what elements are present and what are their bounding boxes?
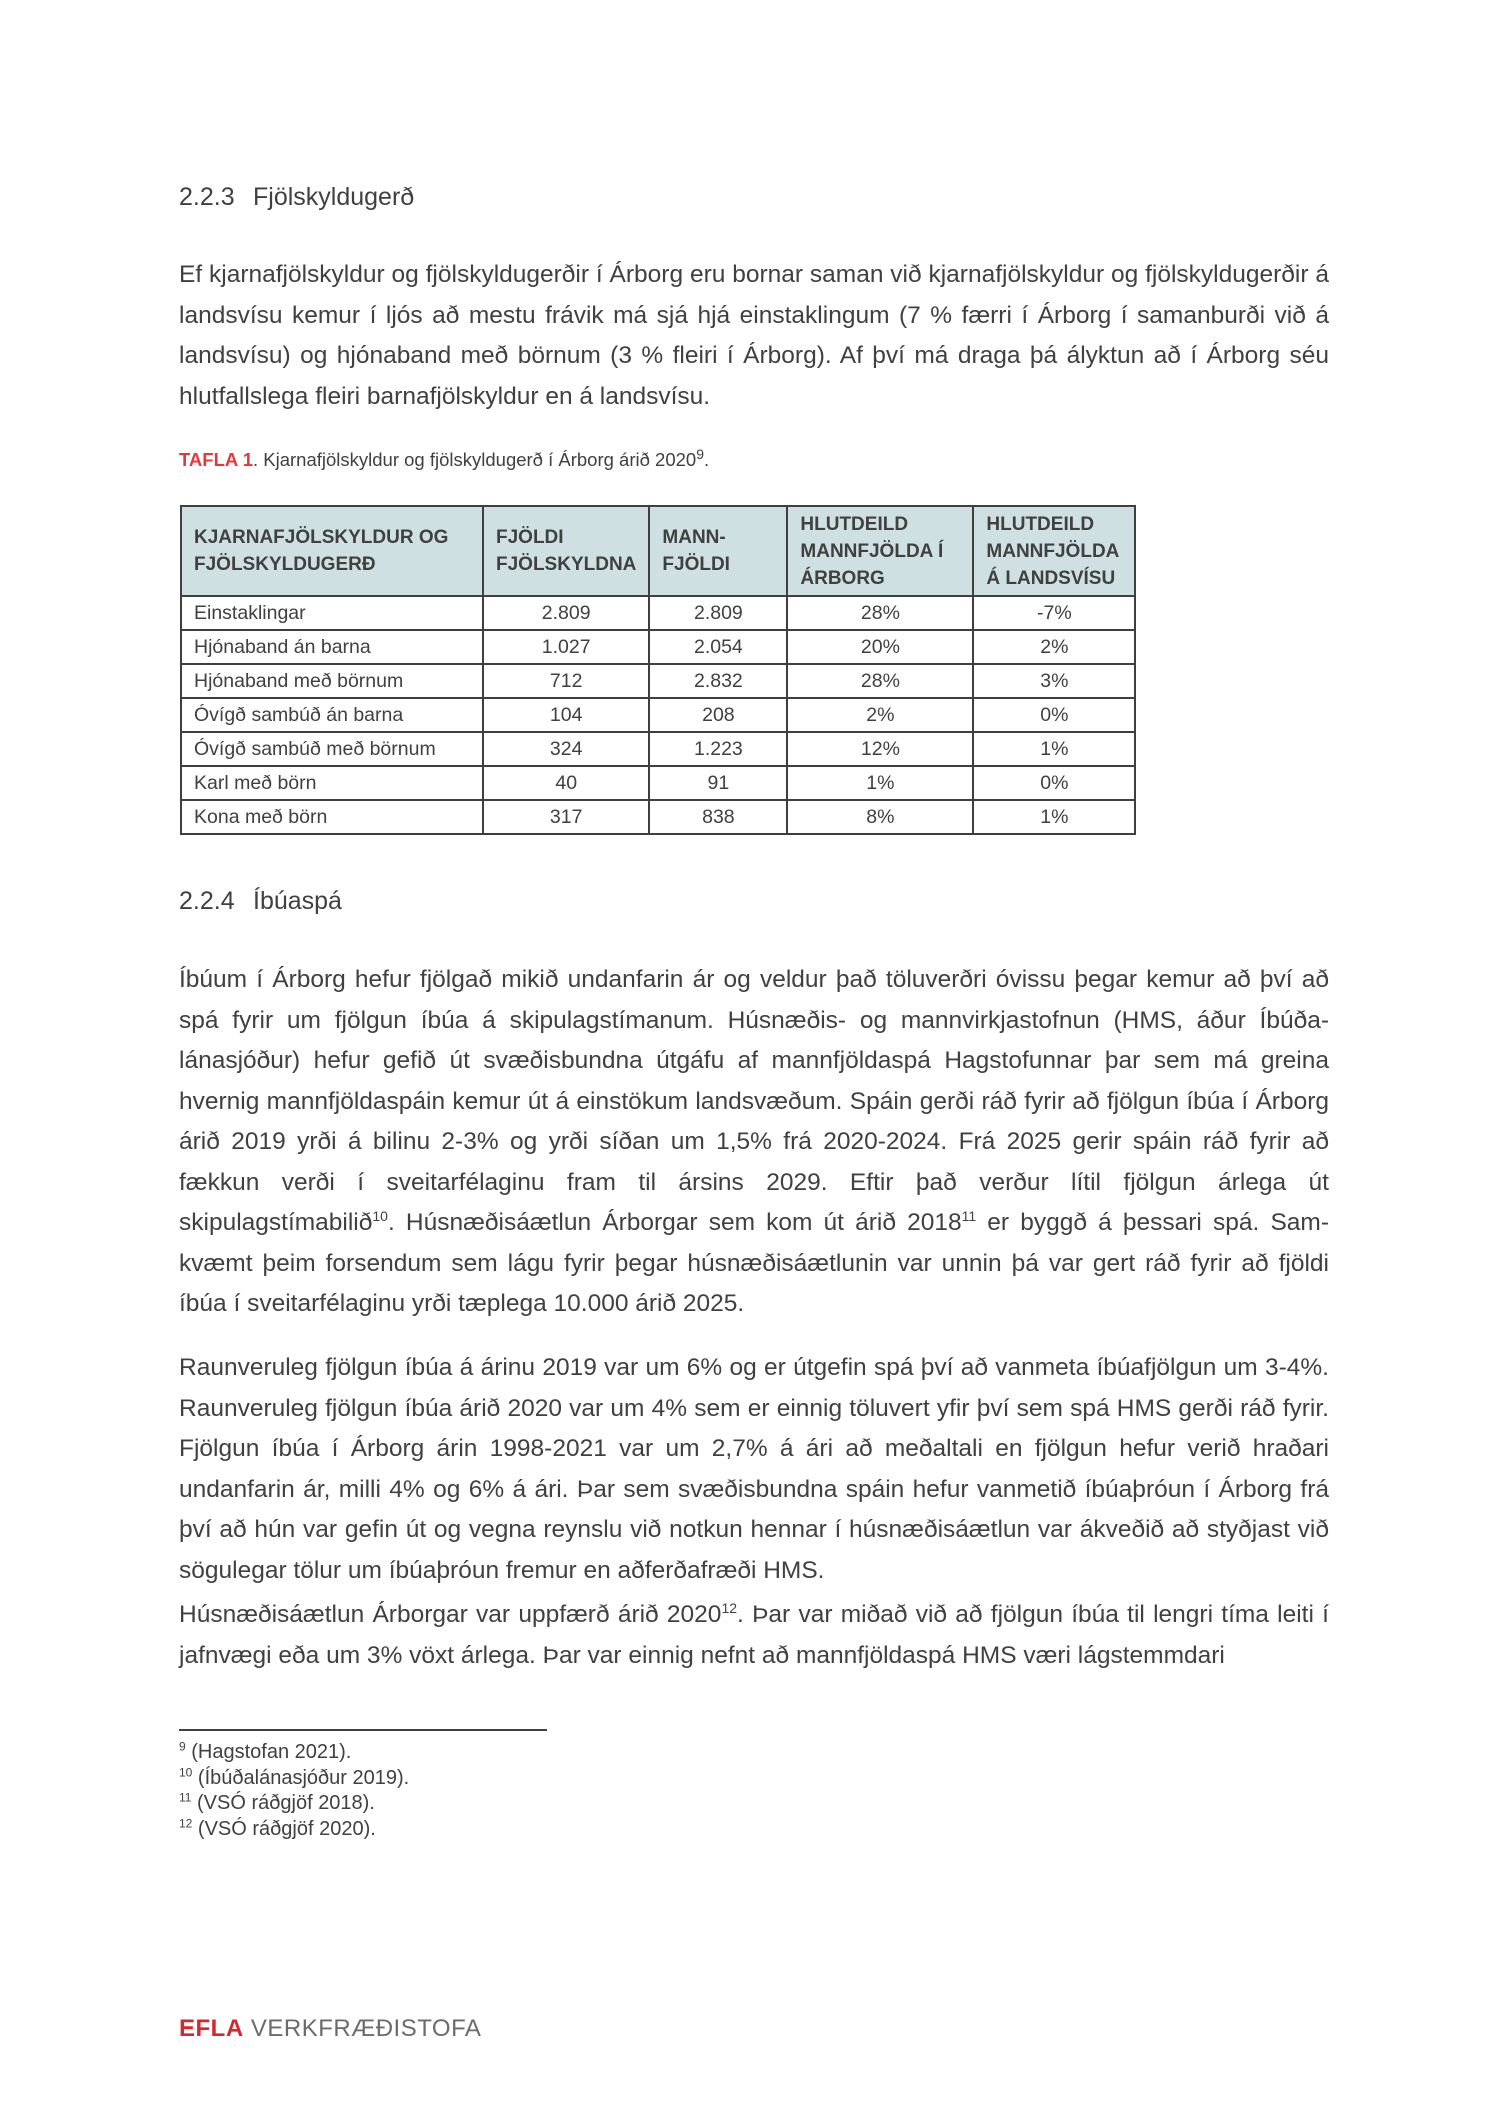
cell-share-national: 1% <box>973 732 1135 766</box>
cell-family-count: 1.027 <box>483 630 649 664</box>
table-row <box>181 630 1135 664</box>
cell-family-type: Óvígð sambúð með börnum <box>181 732 483 766</box>
table-header-row <box>181 506 1135 596</box>
footnote-number: 11 <box>179 1790 192 1805</box>
paragraph-text <box>179 960 1329 1325</box>
cell-population: 2.054 <box>649 630 787 664</box>
cell-population: 1.223 <box>649 732 787 766</box>
cell-population: 2.832 <box>649 664 787 698</box>
cell-share-arborg: 8% <box>787 800 973 834</box>
header-share-national: HLUTDEILD MANNFJÖLDA Á LANDSVÍSU <box>973 506 1135 596</box>
cell-family-type: Óvígð sambúð án barna <box>181 698 483 732</box>
cell-share-national: 1% <box>973 800 1135 834</box>
paragraph-actual-growth <box>179 1348 1329 1591</box>
table-row <box>181 766 1135 800</box>
section-heading-2-2-3 <box>179 183 414 212</box>
section-title: Fjölskyldugerð <box>253 183 415 211</box>
footnote-text: (Íbúðalánasjóður 2019). <box>192 1766 410 1789</box>
table-row <box>181 596 1135 630</box>
footnote <box>179 1766 409 1792</box>
cell-family-type: Karl með börn <box>181 766 483 800</box>
cell-family-count: 104 <box>483 698 649 732</box>
cell-share-arborg: 1% <box>787 766 973 800</box>
cell-share-arborg: 28% <box>787 596 973 630</box>
cell-family-count: 2.809 <box>483 596 649 630</box>
section-title: Íbúaspá <box>253 887 342 915</box>
table-row <box>181 664 1135 698</box>
cell-share-national: -7% <box>973 596 1135 630</box>
footnote-number: 12 <box>179 1816 193 1831</box>
paragraph-text: Raunveruleg fjölgun íbúa á árinu 2019 var um 6% og er útgefin spá því að vanmeta íbúafjölgun um 3-4%. Raunveruleg fjölgun íbúa árið 2020 var um 4% sem er einnig töluvert yfir því sem spá HMS gerði ráð fyrir. Fjölgun íbúa í Árborg árin 1998-2021 var um 2,7% á ári að meðaltali en fjölgun hefur verið hraðari undanfarin ár, milli 4% og 6% á ári. Þar sem svæðisbundna spáin hefur vanmetið íbúaþróun í Árborg frá því að hún var gefin út og vegna reynslu við notkun hennar í húsnæðisáætlun var ákveðið að styðjast við sögulegar tölur um íbúaþróun fremur en aðferðafræði HMS. <box>179 1354 1329 1584</box>
footnote-divider <box>179 1729 547 1731</box>
footnote <box>179 1791 409 1817</box>
table-caption <box>179 445 710 471</box>
footnote-ref[interactable]: 10 <box>372 1207 388 1224</box>
cell-family-count: 324 <box>483 732 649 766</box>
footnote-text: (Hagstofan 2021). <box>185 1741 352 1763</box>
table-row <box>181 800 1135 834</box>
paragraph-text <box>179 1595 1329 1676</box>
caption-end: . <box>704 449 710 470</box>
cell-family-type: Kona með börn <box>181 800 483 834</box>
header-share-arborg: HLUTDEILD MANNFJÖLDA Í ÁRBORG <box>787 506 973 596</box>
text-run: Íbúum í Árborg hefur fjölgað mikið undanfarin ár og veldur það töluverðri óvissu þegar kemur að því að spá fyrir um fjölgun íbúa á skipulagstímanum. Húsnæðis- og mannvirkjastofnun (HMS, áður Íbúðalánasjóður) hefur gefið út svæðisbundna útgáfu af mannfjöldaspá Hagstofunnar þar sem má greina hvernig mannfjöldaspáin kemur út á einstökum landsvæðum. Spáin gerði ráð fyrir að fjölgun íbúa í Árborg árið 2019 yrði á bilinu 2-3% og yrði síðan um 1,5% frá 2020-2024. Frá 2025 gerir spáin ráð fyrir að fækkun verði í sveitarfélaginu fram til ársins 2029. Eftir það verður lítil fjölgun árlega út skipulagstímabilið <box>179 966 1329 1236</box>
table-row <box>181 698 1135 732</box>
footnote <box>179 1817 409 1843</box>
paragraph-housing-plan <box>179 1595 1329 1676</box>
footnote-ref[interactable]: 9 <box>696 445 705 462</box>
table-row <box>181 732 1135 766</box>
cell-family-type: Einstaklingar <box>181 596 483 630</box>
section-number: 2.2.3 <box>179 183 235 211</box>
table-label: TAFLA 1 <box>179 449 253 470</box>
cell-family-type: Hjónaband með börnum <box>181 664 483 698</box>
cell-family-count: 317 <box>483 800 649 834</box>
header-family-count: FJÖLDI FJÖLSKYLDNA <box>483 506 649 596</box>
cell-share-national: 0% <box>973 766 1135 800</box>
caption-text: . Kjarnafjölskyldur og fjölskyldugerð í Árborg árið 2020 <box>253 449 697 470</box>
cell-population: 838 <box>649 800 787 834</box>
header-family-type: KJARNAFJÖLSKYLDUR OG FJÖLSKYLDUGERÐ <box>181 506 483 596</box>
section-number: 2.2.4 <box>179 887 235 915</box>
text-run: . Húsnæðisáætlun Árborgar sem kom út árið 2018 <box>387 1209 962 1236</box>
section-heading-2-2-4 <box>179 887 342 916</box>
cell-family-type: Hjónaband án barna <box>181 630 483 664</box>
paragraph-family-types <box>179 255 1329 417</box>
cell-population: 91 <box>649 766 787 800</box>
footnotes <box>179 1740 409 1842</box>
cell-share-national: 3% <box>973 664 1135 698</box>
logo-suffix: VERKFRÆÐISTOFA <box>243 2015 482 2042</box>
family-types-table <box>180 505 1136 835</box>
header-population: MANN-FJÖLDI <box>649 506 787 596</box>
cell-family-count: 40 <box>483 766 649 800</box>
logo-brand: EFLA <box>179 2015 244 2042</box>
footnote <box>179 1740 409 1766</box>
paragraph-forecast-intro <box>179 960 1329 1325</box>
cell-share-national: 2% <box>973 630 1135 664</box>
footnote-text: (VSÓ ráðgjöf 2018). <box>191 1792 375 1815</box>
footnote-ref[interactable]: 12 <box>721 1599 738 1616</box>
cell-share-arborg: 20% <box>787 630 973 664</box>
cell-share-arborg: 12% <box>787 732 973 766</box>
footnote-number: 10 <box>179 1764 193 1779</box>
cell-share-arborg: 28% <box>787 664 973 698</box>
paragraph-text: Ef kjarnafjölskyldur og fjölskyldugerðir í Árborg eru bornar saman við kjarnafjölskyldur og fjölskyldugerðir á landsvísu kemur í ljós að mestu frávik má sjá hjá einstaklingum (7 % færri í Árborg í samanburði við á landsvísu) og hjónaband með börnum (3 % fleiri í Árborg). Af því má draga þá ályktun að í Árborg séu hlutfallslega fleiri barnafjölskyldur en á landsvísu. <box>179 261 1329 410</box>
cell-population: 2.809 <box>649 596 787 630</box>
text-run: Húsnæðisáætlun Árborgar var uppfærð árið 2020 <box>179 1601 722 1628</box>
efla-logo <box>179 2015 481 2043</box>
cell-share-arborg: 2% <box>787 698 973 732</box>
text-run: . Þar var miðað við að fjölgun íbúa til lengri tíma leiti í jafnvægi eða um 3% vöxt árlega. Þar var einnig nefnt að mannfjöldaspá HMS væri lágstemmdari <box>179 1601 1329 1669</box>
footnote-text: (VSÓ ráðgjöf 2020). <box>192 1817 376 1840</box>
cell-share-national: 0% <box>973 698 1135 732</box>
cell-population: 208 <box>649 698 787 732</box>
footnote-ref[interactable]: 11 <box>961 1207 977 1224</box>
cell-family-count: 712 <box>483 664 649 698</box>
text-run: er byggð á þessari spá. Samkvæmt þeim forsendum sem lágu fyrir þegar húsnæðisáætlunin var unnin þá var gert ráð fyrir að fjöldi íbúa í sveitarfélaginu yrði tæplega 10.000 árið 2025. <box>179 1209 1330 1317</box>
footnote-number: 9 <box>179 1739 186 1754</box>
